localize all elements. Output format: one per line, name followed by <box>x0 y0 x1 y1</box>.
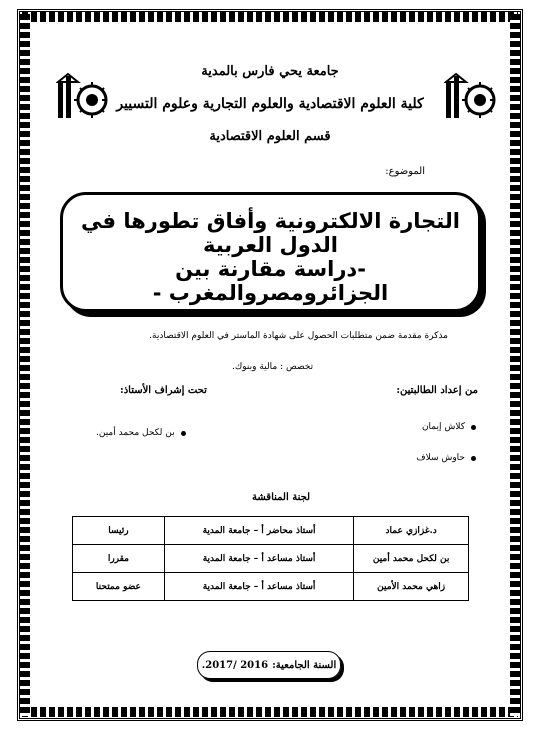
border-pattern-bottom <box>22 707 518 717</box>
border-pattern-right <box>510 14 520 716</box>
faculty-name: كلية العلوم الاقتصادية والعلوم التجارية وعلوم التسيير <box>116 96 424 112</box>
student-name: كلاش إيمان <box>421 422 465 432</box>
thesis-title-box <box>60 192 481 312</box>
member-name: زاهي محمد الأمين <box>354 573 469 601</box>
table-row <box>73 573 469 601</box>
academic-year-box <box>197 651 341 679</box>
committee-label: لجنة المناقشة <box>252 492 311 503</box>
supervisor-name: بن لكحل محمد أمين. <box>96 428 175 438</box>
bullet-icon <box>471 425 476 430</box>
thesis-title-main: التجارة الالكترونية وأفاق تطورها في الدول العربية <box>81 209 460 257</box>
member-role: مقررا <box>73 545 165 573</box>
students-label: من إعداد الطالبتين: <box>396 385 478 396</box>
student-item <box>416 453 476 463</box>
student-name: حاوش سلاف <box>416 453 465 463</box>
university-name: جامعة يحي فارس بالمدية <box>201 64 339 79</box>
member-name: د.غزازي عماد <box>354 517 469 545</box>
member-position: أستاذ مساعد أ – جامعة المدية <box>164 545 353 573</box>
committee-table <box>72 516 469 601</box>
academic-year-label: السنة الجامعية: <box>272 659 337 671</box>
specialization: تخصص : مالية وبنوك. <box>232 362 314 372</box>
member-position: أستاذ مساعد أ – جامعة المدية <box>164 573 353 601</box>
member-name: بن لكحل محمد أمين <box>354 545 469 573</box>
table-row <box>73 545 469 573</box>
member-role: عضو ممتحنا <box>73 573 165 601</box>
student-item <box>422 422 476 432</box>
supervisor-label: تحت إشراف الأستاذ: <box>120 385 207 396</box>
member-role: رئيسا <box>73 517 165 545</box>
academic-year-value: 2016 /2017. <box>201 659 269 671</box>
border-pattern-top <box>22 12 518 22</box>
thesis-title-subtitle: -دراسة مقارنة بين الجزائرومصروالمغرب - <box>152 257 389 305</box>
member-position: أستاذ محاضر أ – جامعة المدية <box>164 517 353 545</box>
subject-label: الموضوع: <box>385 166 425 177</box>
supervisor-item <box>96 428 186 438</box>
memo-note: مذكرة مقدمة ضمن متطلبات الحصول على شهادة الماستر في العلوم الاقتصادية. <box>149 331 448 341</box>
table-row <box>73 517 469 545</box>
department-name: قسم العلوم الاقتصادية <box>209 129 331 144</box>
border-pattern-left <box>20 14 30 716</box>
bullet-icon <box>471 456 476 461</box>
bullet-icon <box>181 431 186 436</box>
